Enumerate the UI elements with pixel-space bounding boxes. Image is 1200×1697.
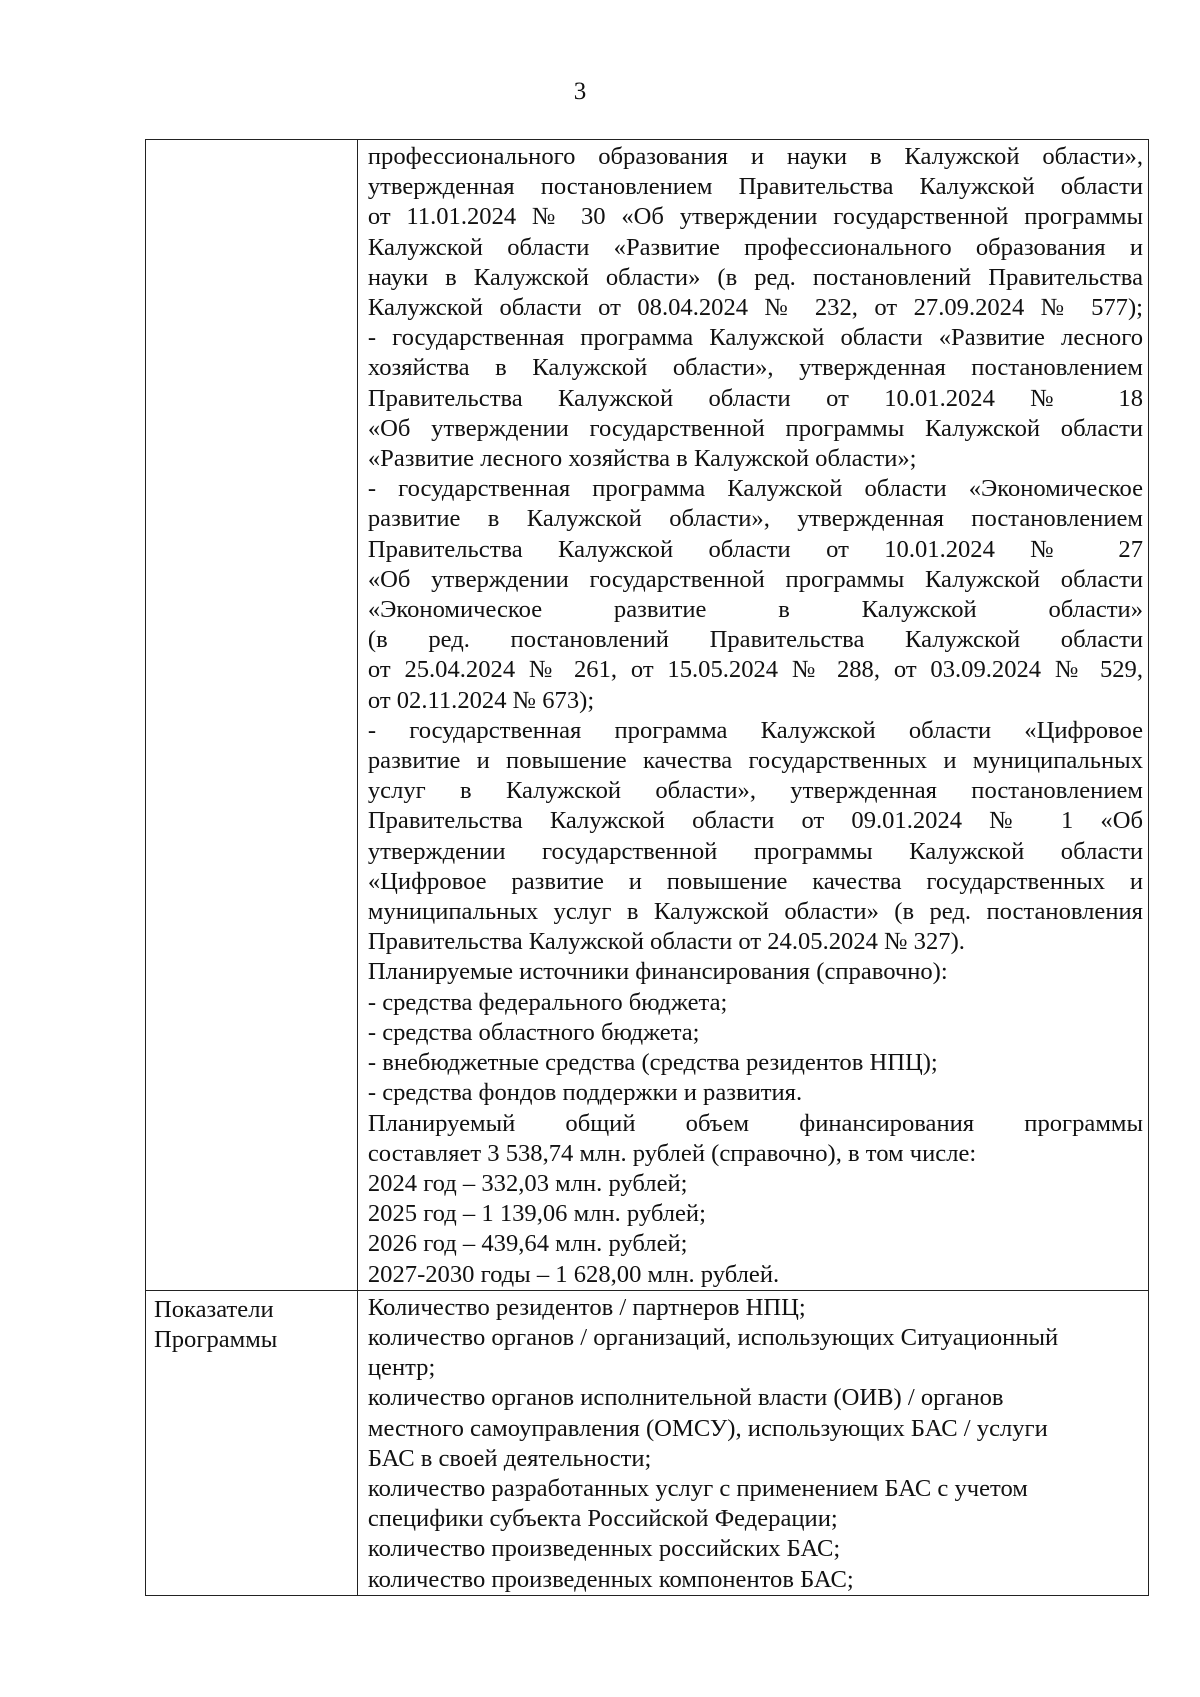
text-line: местного самоуправления (ОМСУ), использующих БАС / услуги <box>367 1414 1048 1442</box>
text-line: 2024 год – 332,03 млн. рублей; <box>367 1169 688 1197</box>
text-line: 2025 год – 1 139,06 млн. рублей; <box>367 1200 706 1228</box>
text-line: от 02.11.2024 № 673); <box>367 686 595 714</box>
text-line: профессионального образования и науки в Калужской области», <box>367 143 1143 170</box>
financing-sources-text <box>358 140 1148 1290</box>
program-passport-table <box>145 139 1149 1596</box>
text-line: количество произведенных российских БАС; <box>367 1535 841 1563</box>
text-line: БАС в своей деятельности; <box>367 1444 652 1472</box>
text-line: «Об утверждении государственной программы Калужской области <box>367 414 1143 442</box>
text-line: Правительства Калужской области от 24.05.2024 № 327). <box>367 928 965 956</box>
indicators-list <box>358 1291 1148 1595</box>
label-line: Программы <box>154 1325 278 1353</box>
text-line: хозяйства в Калужской области», утвержденная постановлением <box>367 354 1143 382</box>
text-line: «Экономическое развитие в Калужской области» <box>367 596 1143 624</box>
text-line: от 25.04.2024 № 261, от 15.05.2024 № 288, от 03.09.2024 № 529, <box>367 656 1143 684</box>
text-line: - средства фондов поддержки и развития. <box>367 1079 803 1107</box>
table-row <box>146 140 1149 1291</box>
text-line: количество разработанных услуг с применением БАС с учетом <box>367 1474 1028 1502</box>
text-line: «Цифровое развитие и повышение качества государственных и <box>367 867 1143 895</box>
row-label-cell-empty <box>146 140 358 1291</box>
text-line: - внебюджетные средства (средства резидентов НПЦ); <box>367 1049 938 1077</box>
text-line: Калужской области «Развитие профессионального образования и <box>367 233 1143 261</box>
text-line: Правительства Калужской области от 10.01.2024 № 27 <box>367 535 1143 563</box>
text-line: услуг в Калужской области», утвержденная постановлением <box>367 777 1143 805</box>
text-line: составляет 3 538,74 млн. рублей (справочно), в том числе: <box>367 1139 977 1167</box>
text-line: специфики субъекта Российской Федерации; <box>367 1505 838 1533</box>
text-line: 2027-2030 годы – 1 628,00 млн. рублей. <box>367 1260 780 1288</box>
text-line: муниципальных услуг в Калужской области» (в ред. постановления <box>367 898 1143 926</box>
text-line: Калужской области от 08.04.2024 № 232, от 27.09.2024 № 577); <box>367 294 1143 322</box>
text-line: количество органов / организаций, использующих Ситуационный <box>367 1323 1059 1351</box>
text-line: «Об утверждении государственной программы Калужской области <box>367 565 1143 593</box>
text-line: развитие и повышение качества государственных и муниципальных <box>367 747 1143 775</box>
text-line: Количество резидентов / партнеров НПЦ; <box>367 1293 806 1321</box>
text-line: от 11.01.2024 № 30 «Об утверждении государственной программы <box>367 203 1143 231</box>
indicators-label <box>146 1291 357 1355</box>
text-line: «Развитие лесного хозяйства в Калужской области»; <box>367 445 917 473</box>
text-line: утверждении государственной программы Калужской области <box>367 837 1143 865</box>
text-line: - государственная программа Калужской области «Цифровое <box>367 716 1143 744</box>
text-line: Правительства Калужской области от 09.01.2024 № 1 «Об <box>367 807 1143 835</box>
text-line: Правительства Калужской области от 10.01.2024 № 18 <box>367 384 1143 412</box>
text-line: утвержденная постановлением Правительства Калужской области <box>367 173 1143 201</box>
text-line: - государственная программа Калужской области «Развитие лесного <box>367 324 1143 352</box>
text-line: Планируемые источники финансирования (справочно): <box>367 958 948 986</box>
text-line: 2026 год – 439,64 млн. рублей; <box>367 1230 688 1258</box>
text-line: - средства областного бюджета; <box>367 1018 700 1046</box>
row-content-cell <box>357 1290 1148 1595</box>
text-line: развитие в Калужской области», утвержденная постановлением <box>367 505 1143 533</box>
row-label-cell <box>146 1290 358 1595</box>
page-number: 3 <box>573 78 587 105</box>
text-line: - государственная программа Калужской области «Экономическое <box>367 475 1143 503</box>
text-line: - средства федерального бюджета; <box>367 988 728 1016</box>
text-line: Планируемый общий объем финансирования программы <box>367 1109 1143 1137</box>
label-line: Показатели <box>154 1295 274 1323</box>
text-line: науки в Калужской области» (в ред. постановлений Правительства <box>367 263 1143 291</box>
row-content-cell <box>357 140 1148 1291</box>
table-row <box>146 1290 1149 1595</box>
text-line: (в ред. постановлений Правительства Калужской области <box>367 626 1143 654</box>
text-line: центр; <box>367 1354 436 1382</box>
text-line: количество органов исполнительной власти (ОИВ) / органов <box>367 1384 1004 1412</box>
text-line: количество произведенных компонентов БАС; <box>367 1565 854 1593</box>
